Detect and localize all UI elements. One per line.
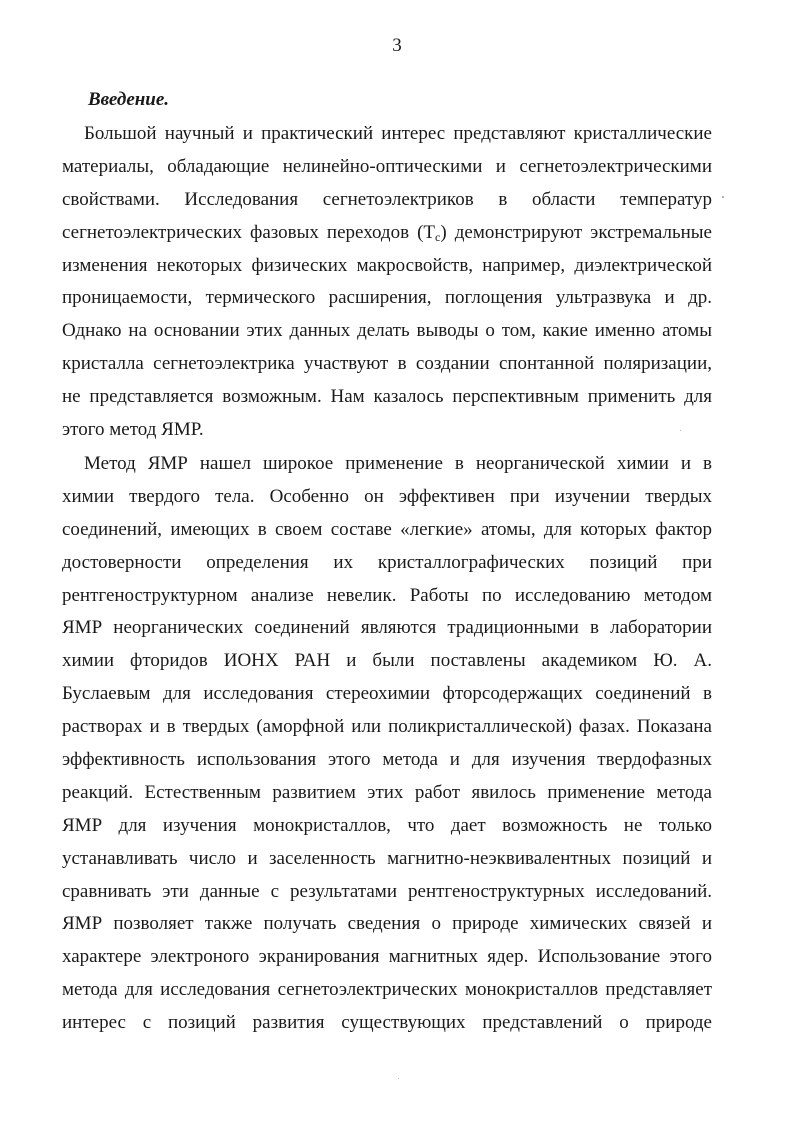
- paragraph-line: устанавливать число и заселенность магнитно-неэквивалентных позиций и: [62, 847, 712, 869]
- paragraph-line: ЯМР позволяет также получать сведения о природе химических связей и: [62, 913, 712, 935]
- paragraph-line: Метод ЯМР нашел широкое применение в неорганической химии и в: [84, 453, 712, 474]
- paragraph-line: реакций. Естественным развитием этих работ явилось применение метода: [62, 781, 712, 803]
- paragraph-line: сравнивать эти данные с результатами рентгеноструктурных исследований.: [62, 880, 712, 902]
- paragraph-line: проницаемости, термического расширения, поглощения ультразвука и др.: [62, 287, 712, 309]
- subscript-c: c: [435, 229, 441, 244]
- paragraph-line: изменения некоторых физических макросвойств, например, диэлектрической: [62, 254, 712, 276]
- paragraph-line: Однако на основании этих данных делать выводы о том, какие именно атомы: [62, 320, 712, 342]
- paragraph-line: растворах и в твердых (аморфной или поликристаллической) фазах. Показана: [62, 716, 712, 738]
- paragraph-line: свойствами. Исследования сегнетоэлектриков в области температур: [62, 188, 712, 210]
- paragraph-line: [62, 217, 712, 250]
- paragraph-line: рентгеноструктурном анализе невелик. Работы по исследованию методом: [62, 584, 712, 606]
- paragraph-line: Буслаевым для исследования стереохимии фторсодержащих соединений в: [62, 683, 712, 705]
- paragraph-line: ЯМР неорганических соединений являются традиционными в лаборатории: [62, 617, 712, 639]
- scan-speck: [680, 430, 681, 431]
- paragraph-line: не представляется возможным. Нам казалось перспективным применить для: [62, 386, 712, 408]
- paragraph-line: Большой научный и практический интерес представляют кристаллические: [84, 123, 712, 144]
- paragraph-line: этого метод ЯМР.: [62, 419, 204, 441]
- paragraph-1: [62, 118, 712, 447]
- paragraph-line: метода для исследования сегнетоэлектрических монокристаллов представляет: [62, 979, 712, 1001]
- line-segment: ) демонстрируют экстремальные: [440, 221, 712, 243]
- page-number: 3: [392, 35, 402, 56]
- paragraph-line: кристалла сегнетоэлектрика участвуют в создании спонтанной поляризации,: [62, 353, 712, 375]
- paragraph-line: характере электроного экранирования магнитных ядер. Использование этого: [62, 946, 712, 968]
- section-heading: Введение.: [88, 89, 170, 110]
- paragraph-line: соединений, имеющих в своем составе «легкие» атомы, для которых фактор: [62, 518, 712, 540]
- scan-speck: [398, 1078, 399, 1079]
- paragraph-line: достоверности определения их кристаллографических позиций при: [62, 551, 712, 573]
- scan-speck: [722, 196, 724, 198]
- paragraph-line: интерес с позиций развития существующих представлений о природе: [62, 1012, 712, 1034]
- paragraph-2: [62, 448, 712, 1040]
- paragraph-line: химии твердого тела. Особенно он эффективен при изучении твердых: [62, 485, 712, 507]
- paragraph-line: химии фторидов ИОНХ РАН и были поставлены академиком Ю. А.: [62, 650, 712, 672]
- paragraph-line: ЯМР для изучения монокристаллов, что дает возможность не только: [62, 814, 712, 836]
- paragraph-line: эффективность использования этого метода и для изучения твердофазных: [62, 749, 712, 771]
- paragraph-line: материалы, обладающие нелинейно-оптическими и сегнетоэлектрическими: [62, 155, 712, 177]
- line-segment: сегнетоэлектрических фазовых переходов (T: [62, 221, 436, 243]
